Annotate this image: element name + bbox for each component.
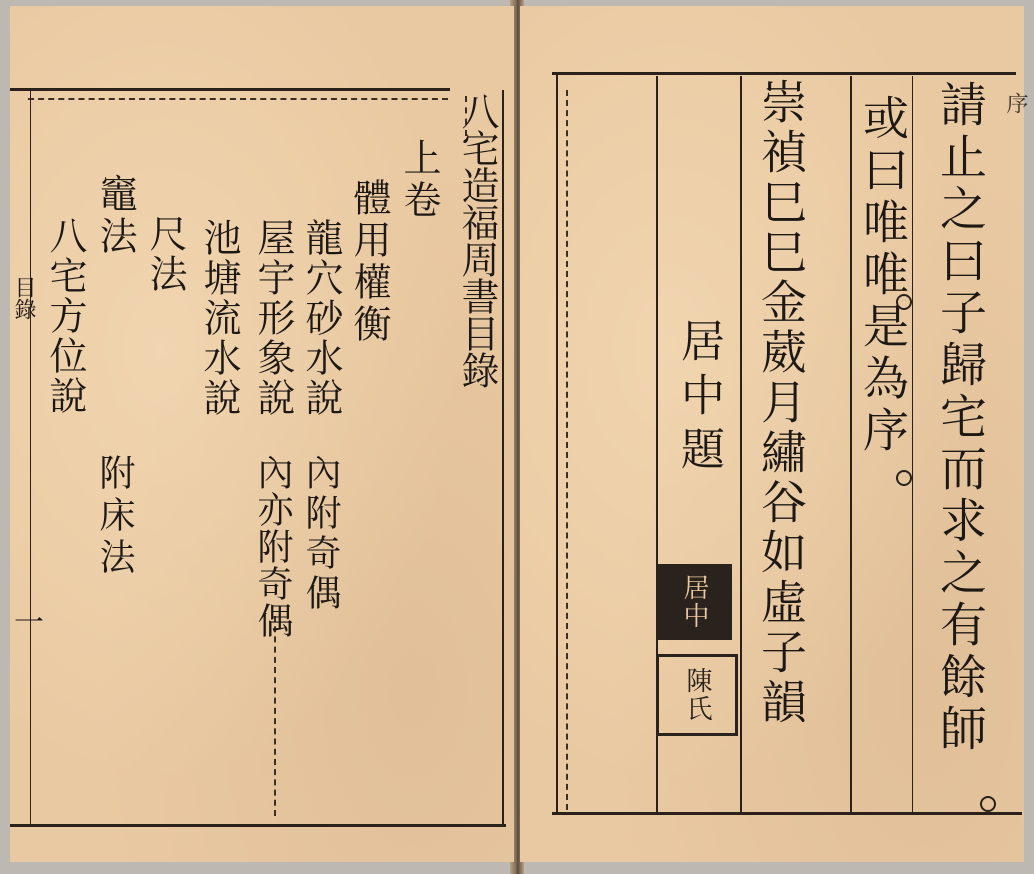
right-page (520, 6, 1028, 862)
toc-item-2: 龍穴砂水說 (299, 218, 343, 418)
toc-item-5: 尺法 (143, 214, 187, 294)
preface-column-1: 請止之曰子歸宅而求之有餘師 (932, 80, 987, 756)
toc-item-6-note: 附床法 (94, 454, 135, 580)
right-outer-border (556, 72, 558, 814)
left-outer-border (502, 90, 504, 826)
preface-column-3: 崇禎巳巳金葳月繡谷如虛子韻 (754, 78, 808, 728)
left-page (10, 6, 514, 862)
left-page-rule (274, 616, 276, 816)
toc-item-4: 池塘流水說 (197, 218, 241, 418)
toc-item-3-note: 內亦附奇偶 (252, 454, 293, 639)
toc-item-3: 屋宇形象說 (251, 218, 295, 418)
preface-column-2: 或曰唯唯是為序 (856, 94, 910, 458)
seal-relief: 居中 (656, 564, 732, 640)
left-bottom-border (10, 824, 506, 827)
right-bottom-border (552, 812, 1022, 815)
left-edge-label: 目錄 (11, 276, 36, 320)
punctuation-mark (896, 294, 912, 310)
punctuation-mark (980, 796, 996, 812)
left-page-number: 一 (8, 606, 43, 636)
left-inner-border (30, 90, 31, 826)
toc-item-6: 竈法 (93, 174, 137, 258)
right-top-border (552, 72, 1016, 75)
right-edge-label: 序 (1003, 92, 1028, 114)
left-top-dashes (28, 98, 448, 100)
right-col-rule-2 (740, 76, 742, 812)
toc-item-1: 體用權衡 (347, 178, 391, 346)
toc-item-7: 八宅方位說 (43, 216, 87, 416)
volume-label: 上卷 (397, 138, 441, 222)
right-col-rule-3 (850, 76, 852, 812)
punctuation-mark (896, 470, 912, 486)
toc-title: 八宅造福周書目錄 (455, 92, 499, 388)
left-top-border (10, 88, 450, 91)
toc-item-2-note: 內附奇偶 (300, 454, 341, 614)
right-dashed-rule (566, 90, 568, 810)
seal-outline: 陳氏 (656, 654, 738, 736)
right-col-rule-4 (912, 76, 913, 812)
signature: 居中題 (673, 318, 724, 480)
